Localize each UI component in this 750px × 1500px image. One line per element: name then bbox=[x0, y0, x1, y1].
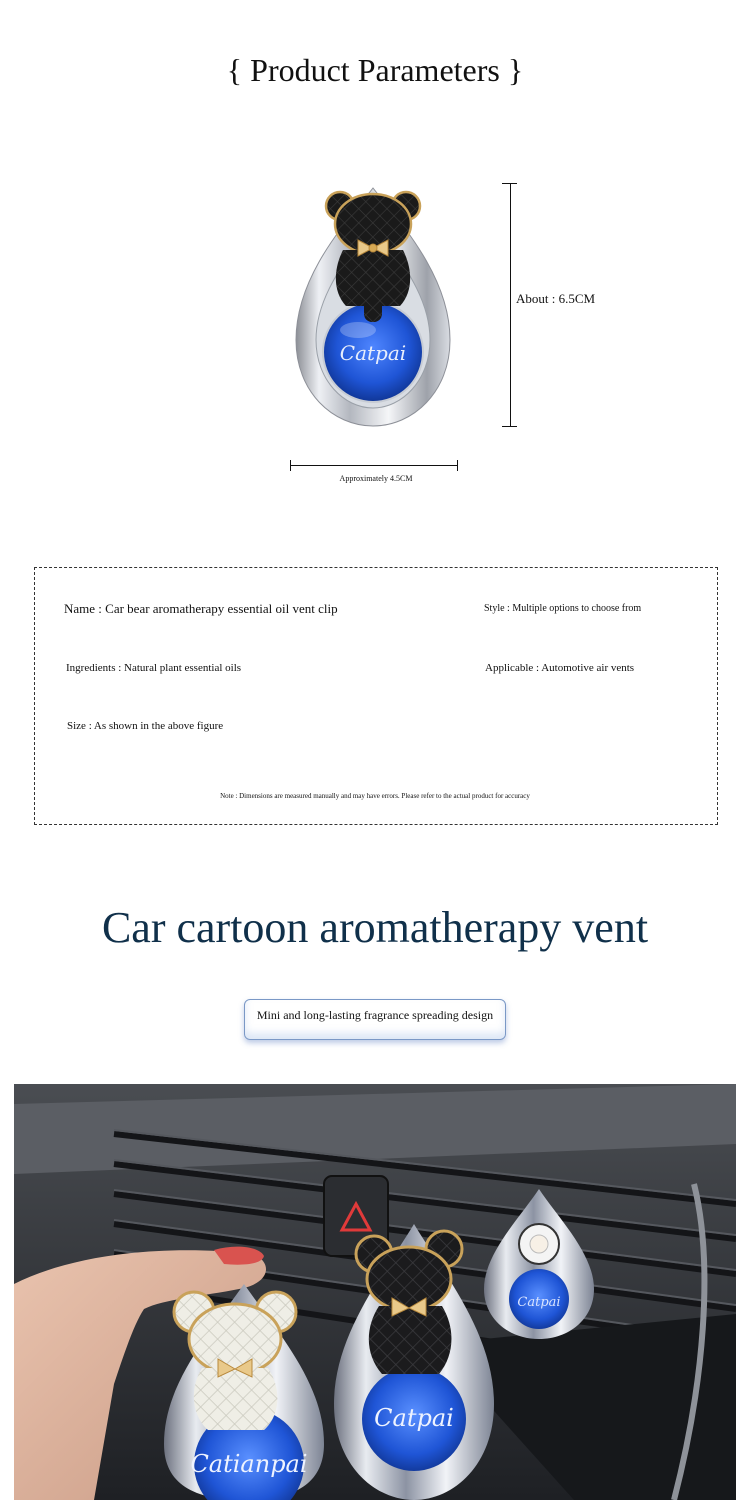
param-applicable: Applicable : Automotive air vents bbox=[485, 662, 635, 674]
param-size: Size : As shown in the above figure bbox=[67, 720, 224, 732]
height-dimension-cap-top bbox=[502, 183, 517, 184]
width-dimension-cap-right bbox=[457, 460, 458, 471]
tagline-badge: Mini and long-lasting fragrance spreading design bbox=[244, 999, 506, 1040]
height-dimension-cap-bottom bbox=[502, 426, 517, 427]
width-dimension-cap-left bbox=[290, 460, 291, 471]
page-title: { Product Parameters } bbox=[226, 52, 524, 88]
product-image bbox=[288, 180, 458, 430]
flower-clip-label: Catpai bbox=[517, 1295, 561, 1310]
width-label: Approximately 4.5CM bbox=[339, 474, 413, 483]
white-clip-label: Catianpai bbox=[190, 1450, 308, 1478]
product-photo bbox=[14, 1084, 736, 1500]
param-style: Style : Multiple options to choose from bbox=[484, 603, 642, 614]
black-clip-label: Catpai bbox=[374, 1404, 454, 1432]
width-dimension-line bbox=[290, 465, 458, 466]
param-name: Name : Car bear aromatherapy essential oil vent clip bbox=[64, 601, 338, 616]
height-label: About : 6.5CM bbox=[516, 291, 596, 306]
section-heading: Car cartoon aromatherapy vent bbox=[101, 903, 649, 952]
bottle-brand-label: Catpai bbox=[339, 341, 407, 365]
height-dimension-line bbox=[510, 183, 511, 427]
param-ingredients: Ingredients : Natural plant essential oils bbox=[66, 662, 242, 674]
param-note: Note : Dimensions are measured manually and may have errors. Please refer to the actual product for accuracy bbox=[220, 792, 530, 800]
